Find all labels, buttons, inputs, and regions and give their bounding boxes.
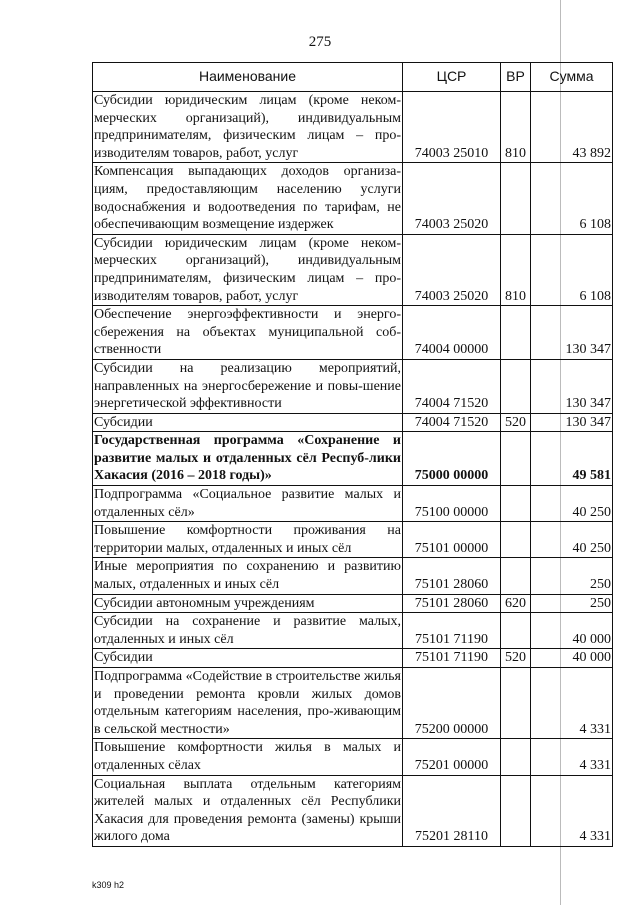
table-row [93, 163, 613, 234]
cell-sum: 250 [531, 594, 613, 613]
table-row [93, 775, 613, 846]
cell-csr: 74004 71520 [403, 359, 501, 413]
cell-csr: 74003 25010 [403, 92, 501, 163]
cell-csr: 74004 00000 [403, 306, 501, 360]
footer-code: k309 h2 [92, 880, 125, 890]
table-row [93, 668, 613, 739]
table-row [93, 649, 613, 668]
table-row [93, 234, 613, 305]
cell-name: Подпрограмма «Социальное развитие малых и отдаленных сёл» [93, 486, 403, 522]
cell-name: Социальная выплата отдельным категориям жителей малых и отдаленных сёл Республики Хакасия для проведения ремонта (замены) крыши жилого дома [93, 775, 403, 846]
cell-vr [501, 558, 531, 594]
cell-csr: 75200 00000 [403, 668, 501, 739]
cell-name: Субсидии на реализацию мероприятий, направленных на энергосбережение и повы-шение энергетической эффективности [93, 359, 403, 413]
cell-vr [501, 739, 531, 775]
cell-vr [501, 432, 531, 486]
table-row [93, 432, 613, 486]
cell-csr: 75101 71190 [403, 649, 501, 668]
cell-csr: 75101 28060 [403, 594, 501, 613]
budget-table [92, 62, 613, 847]
cell-sum: 43 892 [531, 92, 613, 163]
cell-csr: 75201 28110 [403, 775, 501, 846]
cell-csr: 75201 00000 [403, 739, 501, 775]
cell-name: Подпрограмма «Содействие в строительстве жилья и проведении ремонта кровли жилых домов отдельным категориям населения, про-живающим в сельской местности» [93, 668, 403, 739]
table-row [93, 558, 613, 594]
cell-sum: 40 250 [531, 486, 613, 522]
cell-csr: 75100 00000 [403, 486, 501, 522]
cell-sum: 4 331 [531, 775, 613, 846]
table-row [93, 739, 613, 775]
cell-vr: 520 [501, 649, 531, 668]
cell-vr [501, 359, 531, 413]
cell-vr [501, 163, 531, 234]
header-csr: ЦСР [403, 63, 501, 92]
cell-vr: 810 [501, 92, 531, 163]
cell-sum: 6 108 [531, 163, 613, 234]
cell-csr: 74004 71520 [403, 413, 501, 432]
cell-name: Субсидии автономным учреждениям [93, 594, 403, 613]
cell-csr: 74003 25020 [403, 234, 501, 305]
cell-sum: 4 331 [531, 668, 613, 739]
cell-name: Повышение комфортности жилья в малых и отдаленных сёлах [93, 739, 403, 775]
cell-name: Компенсация выпадающих доходов организа-циям, предоставляющим населению услуги водоснабжения и водоотведения по тарифам, не обеспечивающим возмещение издержек [93, 163, 403, 234]
cell-name: Обеспечение энергоэффективности и энерго-сбережения на объектах муниципальной соб-ственности [93, 306, 403, 360]
cell-sum: 250 [531, 558, 613, 594]
table-row [93, 486, 613, 522]
cell-csr: 75000 00000 [403, 432, 501, 486]
cell-name: Иные мероприятия по сохранению и развитию малых, отдаленных и иных сёл [93, 558, 403, 594]
table-row [93, 306, 613, 360]
cell-name: Государственная программа «Сохранение и развитие малых и отдаленных сёл Респуб-лики Хакасия (2016 – 2018 годы)» [93, 432, 403, 486]
cell-vr [501, 522, 531, 558]
cell-sum: 40 000 [531, 613, 613, 649]
table-row [93, 92, 613, 163]
cell-vr [501, 613, 531, 649]
cell-name: Субсидии [93, 649, 403, 668]
cell-name: Субсидии [93, 413, 403, 432]
cell-csr: 75101 00000 [403, 522, 501, 558]
cell-sum: 6 108 [531, 234, 613, 305]
table-row [93, 594, 613, 613]
cell-name: Повышение комфортности проживания на территории малых, отдаленных и иных сёл [93, 522, 403, 558]
cell-csr: 75101 71190 [403, 613, 501, 649]
table-row [93, 613, 613, 649]
cell-sum: 130 347 [531, 359, 613, 413]
cell-sum: 40 250 [531, 522, 613, 558]
cell-csr: 74003 25020 [403, 163, 501, 234]
cell-vr: 620 [501, 594, 531, 613]
cell-sum: 130 347 [531, 306, 613, 360]
cell-name: Субсидии на сохранение и развитие малых, отдаленных и иных сёл [93, 613, 403, 649]
page-number: 275 [308, 34, 332, 50]
cell-vr: 810 [501, 234, 531, 305]
cell-sum: 130 347 [531, 413, 613, 432]
cell-vr: 520 [501, 413, 531, 432]
cell-name: Субсидии юридическим лицам (кроме неком-мерческих организаций), индивидуальным предпринимателям, физическим лицам – про-изводителям товаров, работ, услуг [93, 234, 403, 305]
cell-name: Субсидии юридическим лицам (кроме неком-мерческих организаций), индивидуальным предпринимателям, физическим лицам – про-изводителям товаров, работ, услуг [93, 92, 403, 163]
table-row [93, 413, 613, 432]
cell-vr [501, 306, 531, 360]
table-header-row [93, 63, 613, 92]
header-name: Наименование [93, 63, 403, 92]
cell-sum: 49 581 [531, 432, 613, 486]
header-sum: Сумма [531, 63, 613, 92]
table-row [93, 522, 613, 558]
cell-vr [501, 486, 531, 522]
header-vr: ВР [501, 63, 531, 92]
cell-vr [501, 775, 531, 846]
table-row [93, 359, 613, 413]
cell-sum: 4 331 [531, 739, 613, 775]
cell-csr: 75101 28060 [403, 558, 501, 594]
cell-vr [501, 668, 531, 739]
cell-sum: 40 000 [531, 649, 613, 668]
